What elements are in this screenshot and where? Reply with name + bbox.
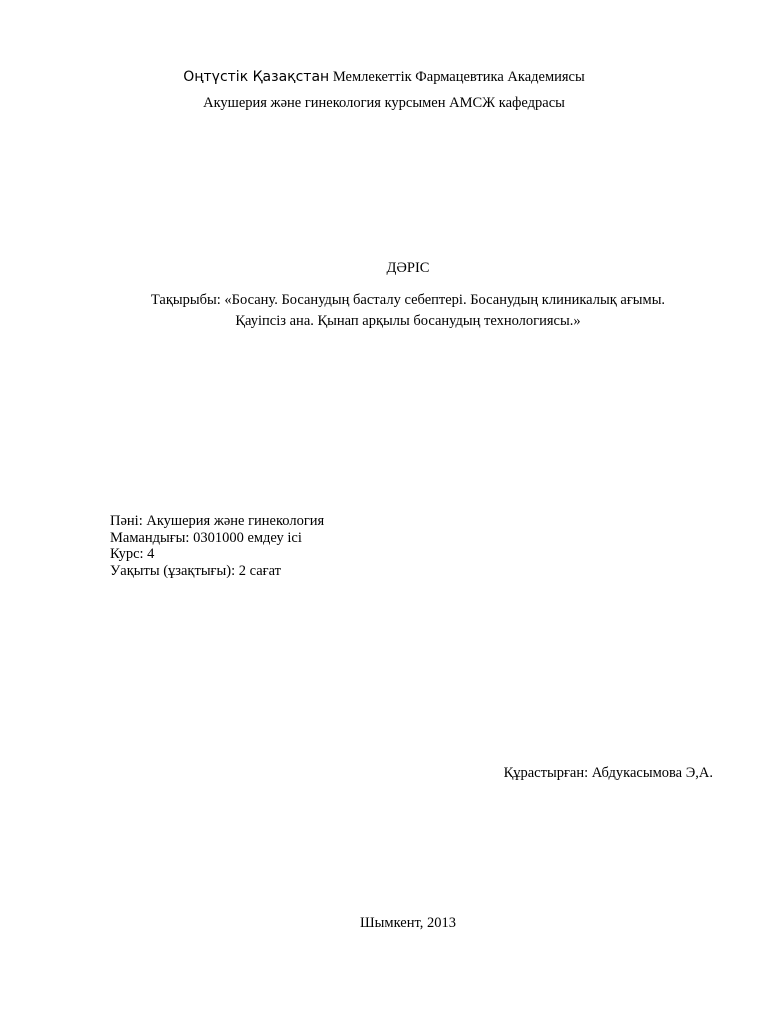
topic-line-1: Тақырыбы: «Босану. Босанудың басталу себептері. Босанудың клиникалық ағымы. — [150, 292, 666, 308]
course-info — [110, 513, 324, 579]
duration-line: Уақыты (ұзақтығы): 2 сағат — [110, 562, 281, 579]
author-line: Құрастырған: Абдукасымова Э,А. — [503, 765, 713, 781]
academy-title-prefix: Оңтүстік Қазақстан — [183, 69, 330, 85]
city-year: Шымкент, 2013 — [360, 915, 456, 931]
course-line: Курс: 4 — [110, 546, 155, 562]
topic-line-2: Қауіпсіз ана. Қынап арқылы босанудың технологиясы.» — [235, 313, 581, 329]
lecture-heading: ДӘРІС — [386, 260, 430, 276]
academy-title-rest: Мемлекеттік Фармацевтика Академиясы — [329, 69, 585, 85]
specialty-line: Мамандығы: 0301000 емдеу ісі — [110, 529, 302, 546]
subject-line: Пәні: Акушерия және гинекология — [110, 513, 325, 529]
academy-title — [0, 69, 768, 86]
department-title: Акушерия және гинекология курсымен АМСЖ кафедрасы — [203, 95, 565, 111]
